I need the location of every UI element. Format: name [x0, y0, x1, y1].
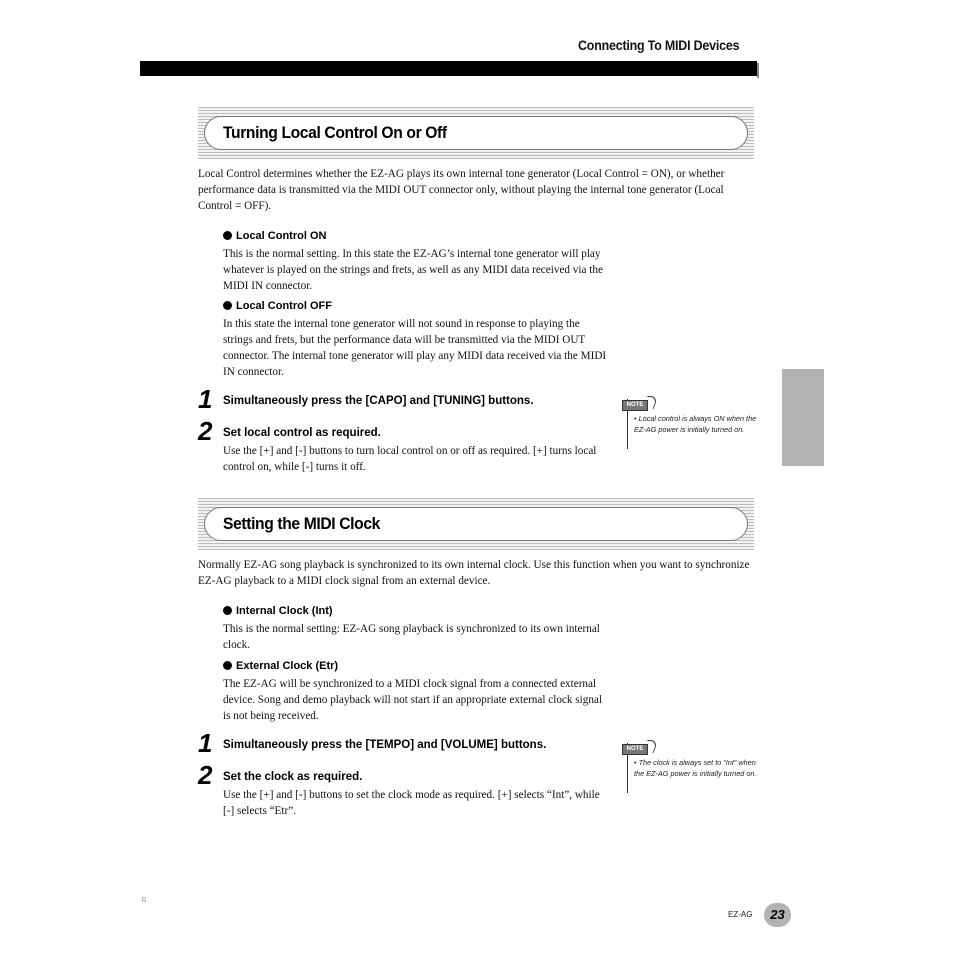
- section-title: Turning Local Control On or Off: [223, 123, 447, 142]
- bullet-heading: Local Control OFF: [223, 300, 332, 312]
- section-title-pill: [204, 507, 748, 541]
- bullet-body: This is the normal setting: EZ-AG song playback is synchronized to its own internal clock.: [223, 623, 600, 651]
- bullet-icon: [223, 661, 232, 670]
- step-heading: Simultaneously press the [CAPO] and [TUNING] buttons.: [223, 395, 534, 407]
- note-text: • The clock is always set to “Int” when the EZ-AG power is initially turned on.: [634, 758, 757, 778]
- header-rule: [140, 61, 757, 76]
- section-title: Setting the MIDI Clock: [223, 514, 381, 533]
- step-body: Use the [+] and [-] buttons to set the clock mode as required. [+] selects “Int”, while [-] selects “Etr”.: [223, 789, 600, 817]
- bullet-heading: Internal Clock (Int): [223, 605, 333, 617]
- note-badge: NOTE: [622, 744, 648, 755]
- footer-model: EZ-AG: [728, 910, 753, 919]
- note-badge: NOTE: [622, 400, 648, 411]
- bullet-body: The EZ-AG will be synchronized to a MIDI clock signal from a connected external device. Song and demo playback will not start if an appropriate external clock signal is not being received.: [223, 678, 603, 722]
- bullet-body: This is the normal setting. In this state the EZ-AG’s internal tone generator will play whatever is played on the strings and frets, as well as any MIDI data received via the MIDI IN connector.: [223, 248, 603, 292]
- step-number: 2: [198, 760, 213, 790]
- header-rule-shadow: [757, 63, 759, 78]
- bullet-body: In this state the internal tone generator will not sound in response to playing the strings and frets, but the performance data will be transmitted via the MIDI OUT connector. The internal tone generator will play any MIDI data received via the MIDI IN connector.: [223, 318, 607, 378]
- note-hook-icon: [643, 396, 659, 409]
- bullet-icon: [223, 301, 232, 310]
- section-intro: Normally EZ-AG song playback is synchronized to its own internal clock. Use this function when you want to synchronize EZ-AG playback to a MIDI clock signal from an external device.: [198, 559, 750, 587]
- step-body: Use the [+] and [-] buttons to turn local control on or off as required. [+] turns local control on, while [-] turns it off.: [223, 445, 597, 473]
- bullet-heading: External Clock (Etr): [223, 660, 338, 672]
- step-heading: Set the clock as required.: [223, 771, 363, 783]
- margin-mark: 27: [142, 896, 148, 902]
- bullet-icon: [223, 606, 232, 615]
- chapter-side-tab: [782, 369, 824, 466]
- section-title-pill: [204, 116, 748, 150]
- page-number: 23: [764, 903, 791, 927]
- bullet-heading: Local Control ON: [223, 230, 326, 242]
- step-number: 2: [198, 416, 213, 446]
- step-heading: Simultaneously press the [TEMPO] and [VOLUME] buttons.: [223, 739, 547, 751]
- note-hook-icon: [643, 740, 659, 753]
- note-text: • Local control is always ON when the EZ-AG power is initially turned on.: [634, 414, 757, 434]
- step-heading: Set local control as required.: [223, 427, 381, 439]
- step-number: 1: [198, 384, 213, 414]
- page-header-title: Connecting To MIDI Devices: [578, 38, 740, 53]
- section-intro: Local Control determines whether the EZ-AG plays its own internal tone generator (Local Control = ON), or whether performance data is transmitted via the MIDI OUT connector only, without playing the internal tone generator (Local Control = OFF).: [198, 168, 725, 212]
- step-number: 1: [198, 728, 213, 758]
- bullet-icon: [223, 231, 232, 240]
